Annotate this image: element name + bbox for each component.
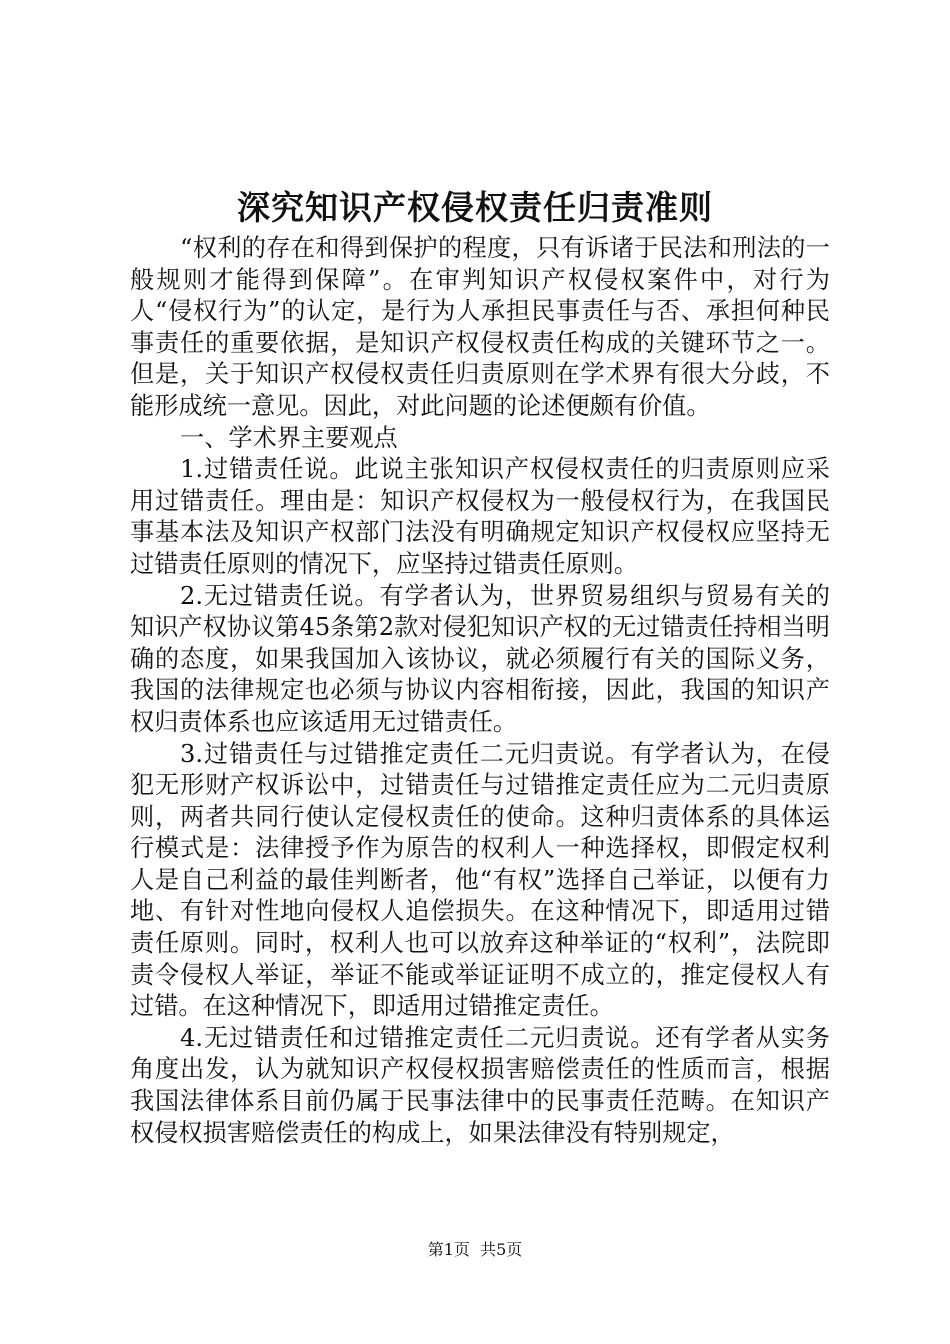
paragraph-fault-liability: 1.过错责任说。此说主张知识产权侵权责任的归责原则应采用过错责任。理由是：知识产权侵权为一般侵权行为，在我国民事基本法及知识产权部门法没有明确规定知识产权侵权应坚持无过错责任原则的情况下，应坚持过错责任原则。: [130, 455, 830, 578]
paragraph-dual-fault-presumption: 3.过错责任与过错推定责任二元归责说。有学者认为，在侵犯无形财产权诉讼中，过错责任与过错推定责任应为二元归责原则，两者共同行使认定侵权责任的使命。这种归责体系的具体运行模式是：法律授予作为原告的权利人一种选择权，即假定权利人是自己利益的最佳判断者，他“有权”选择自己举证，以便有力地、有针对性地向侵权人追偿损失。在这种情况下，即适用过错责任原则。同时，权利人也可以放弃这种举证的“权利”，法院即责令侵权人举证，举证不能或举证证明不成立的，推定侵权人有过错。在这种情况下，即适用过错推定责任。: [130, 739, 830, 1021]
document-title: 深究知识产权侵权责任归责准则: [237, 188, 713, 227]
paragraph-intro: “权利的存在和得到保护的程度，只有诉诸于民法和刑法的一般规则才能得到保障”。在审判知识产权侵权案件中，对行为人“侵权行为”的认定，是行为人承担民事责任与否、承担何种民事责任的重要依据，是知识产权侵权责任构成的关键环节之一。但是，关于知识产权侵权责任归责原则在学术界有很大分歧，不能形成统一意见。因此，对此问题的论述便颇有价值。: [130, 234, 830, 420]
document-body: [130, 233, 830, 1149]
page-total: 共5页: [480, 1240, 523, 1259]
section-heading: 一、学术界主要观点: [180, 423, 398, 452]
paragraph-dual-no-fault-presumption: 4.无过错责任和过错推定责任二元归责说。还有学者从实务角度出发，认为就知识产权侵权损害赔偿责任的性质而言，根据我国法律体系目前仍属于民事法律中的民事责任范畴。在知识产权侵权损害赔偿责任的构成上，如果法律没有特别规定，: [130, 1023, 830, 1147]
paragraph-no-fault-liability: 2.无过错责任说。有学者认为，世界贸易组织与贸易有关的知识产权协议第45条第2款对侵犯知识产权的无过错责任持相当明确的态度，如果我国加入该协议，就必须履行有关的国际义务，我国的法律规定也必须与协议内容相衔接，因此，我国的知识产权归责体系也应该适用无过错责任。: [130, 581, 830, 736]
page-footer: [0, 1240, 950, 1260]
page-number: 第1页: [427, 1240, 470, 1259]
